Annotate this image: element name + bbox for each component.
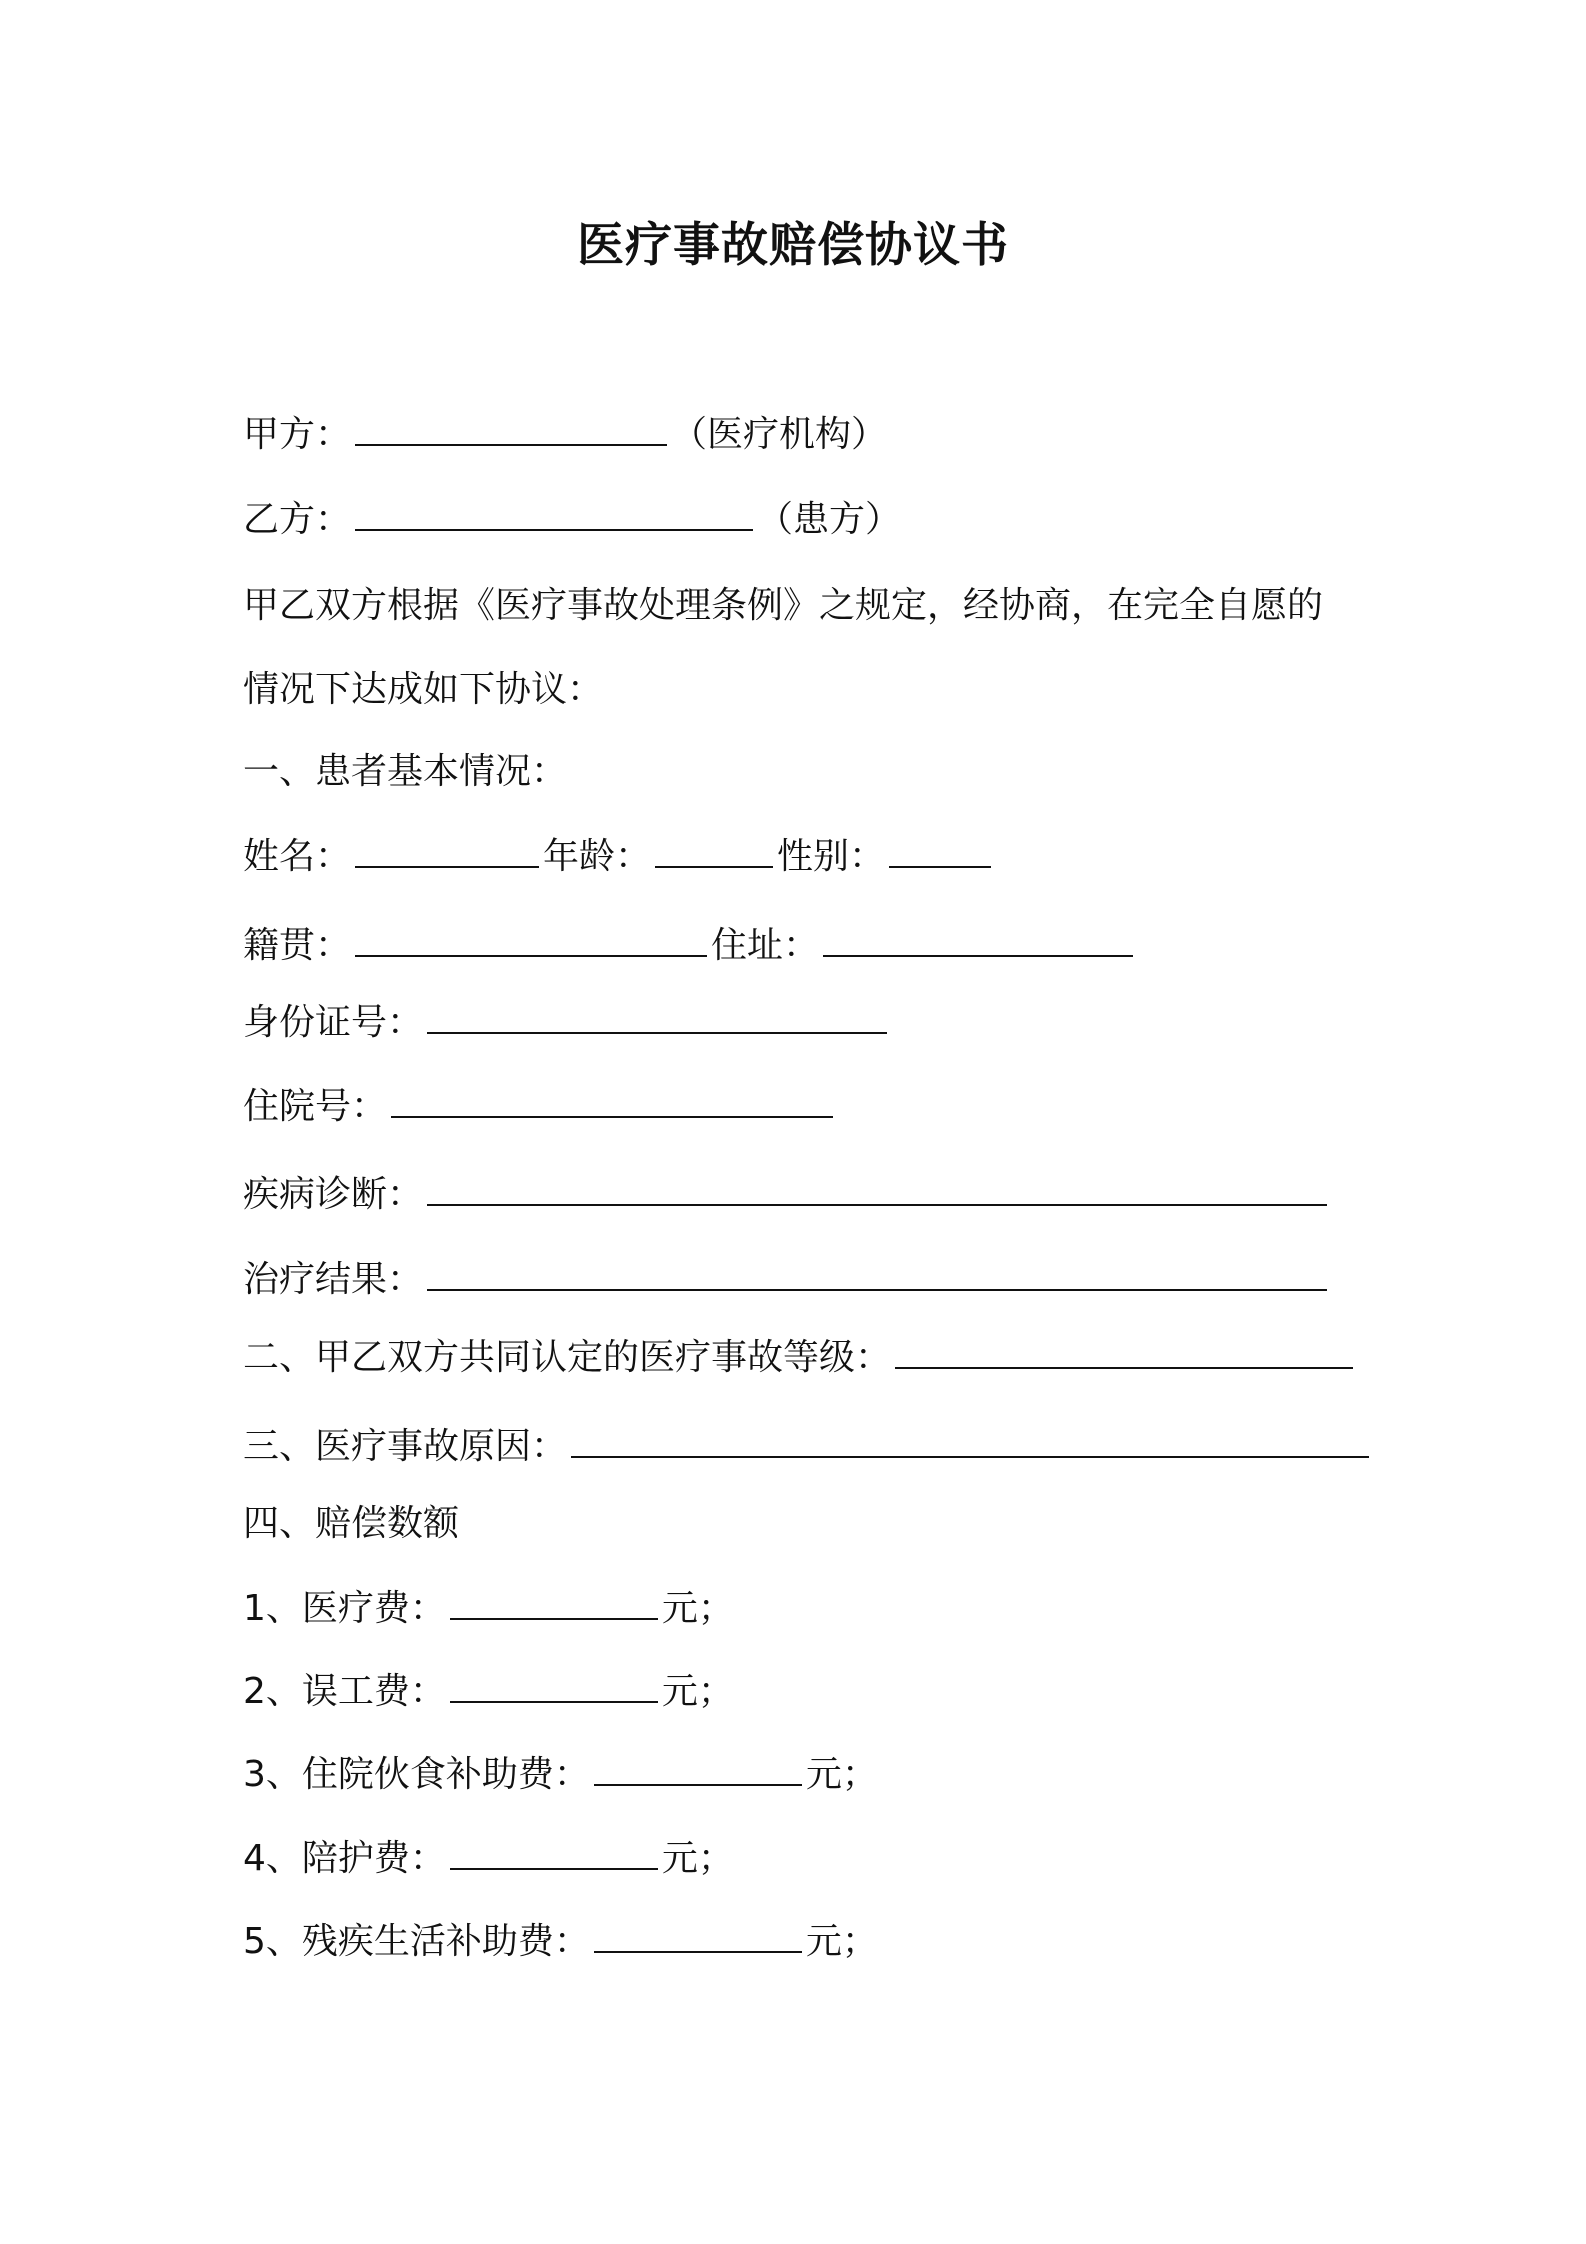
id-line [243,998,891,1047]
age-blank[interactable] [655,832,773,868]
intro-paragraph: 甲乙双方根据《医疗事故处理条例》之规定，经协商，在完全自愿的情况下达成如下协议： [243,585,1324,710]
item-label: 3、住院伙食补助费： [243,1754,590,1795]
compensation-item [243,1667,734,1716]
native-blank[interactable] [355,921,707,957]
native-label: 籍贯： [243,925,352,966]
sex-label: 性别： [777,836,886,877]
item-unit: 元； [661,1588,734,1629]
admission-line [243,1082,837,1131]
name-blank[interactable] [355,832,539,868]
compensation-item [243,1584,734,1633]
compensation-item [243,1750,878,1799]
age-label: 年龄： [543,836,652,877]
item-label: 1、医疗费： [243,1588,446,1629]
party-b-line [243,495,901,544]
id-blank[interactable] [427,998,887,1034]
party-a-blank[interactable] [355,410,667,446]
party-b-blank[interactable] [355,495,753,531]
item-label: 2、误工费： [243,1671,446,1712]
compensation-item [243,1834,734,1883]
item-label: 4、陪护费： [243,1838,446,1879]
party-b-label: 乙方： [243,499,352,540]
address-label: 住址： [711,925,820,966]
native-address-line [243,921,1137,970]
section4-heading: 四、赔偿数额 [243,1503,460,1544]
admission-blank[interactable] [391,1082,833,1118]
section2-line [243,1333,1357,1382]
section3-heading: 三、医疗事故原因： [243,1426,568,1467]
amount-blank[interactable] [450,1834,658,1870]
admission-label: 住院号： [243,1086,388,1127]
result-blank[interactable] [427,1255,1327,1291]
party-b-note: （患方） [757,499,902,540]
address-blank[interactable] [823,921,1133,957]
item-unit: 元； [805,1921,878,1962]
result-line [243,1255,1331,1304]
document-title: 医疗事故赔偿协议书 [577,218,1009,273]
party-a-note: （医疗机构） [671,414,888,455]
section1-heading: 一、患者基本情况： [243,751,568,792]
amount-blank[interactable] [450,1667,658,1703]
item-unit: 元； [805,1754,878,1795]
item-unit: 元； [661,1838,734,1879]
amount-blank[interactable] [450,1584,658,1620]
section2-heading: 二、甲乙双方共同认定的医疗事故等级： [243,1337,892,1378]
party-a-label: 甲方： [243,414,352,455]
accident-level-blank[interactable] [895,1333,1353,1369]
diagnosis-label: 疾病诊断： [243,1174,424,1215]
compensation-item [243,1917,878,1966]
accident-cause-blank[interactable] [571,1422,1369,1458]
sex-blank[interactable] [889,832,991,868]
section3-line [243,1422,1373,1471]
item-unit: 元； [661,1671,734,1712]
result-label: 治疗结果： [243,1259,424,1300]
id-label: 身份证号： [243,1002,424,1043]
diagnosis-line [243,1170,1331,1219]
party-a-line [243,410,887,459]
basic-info-line [243,832,995,881]
item-label: 5、残疾生活补助费： [243,1921,590,1962]
amount-blank[interactable] [594,1917,802,1953]
name-label: 姓名： [243,836,352,877]
diagnosis-blank[interactable] [427,1170,1327,1206]
amount-blank[interactable] [594,1750,802,1786]
